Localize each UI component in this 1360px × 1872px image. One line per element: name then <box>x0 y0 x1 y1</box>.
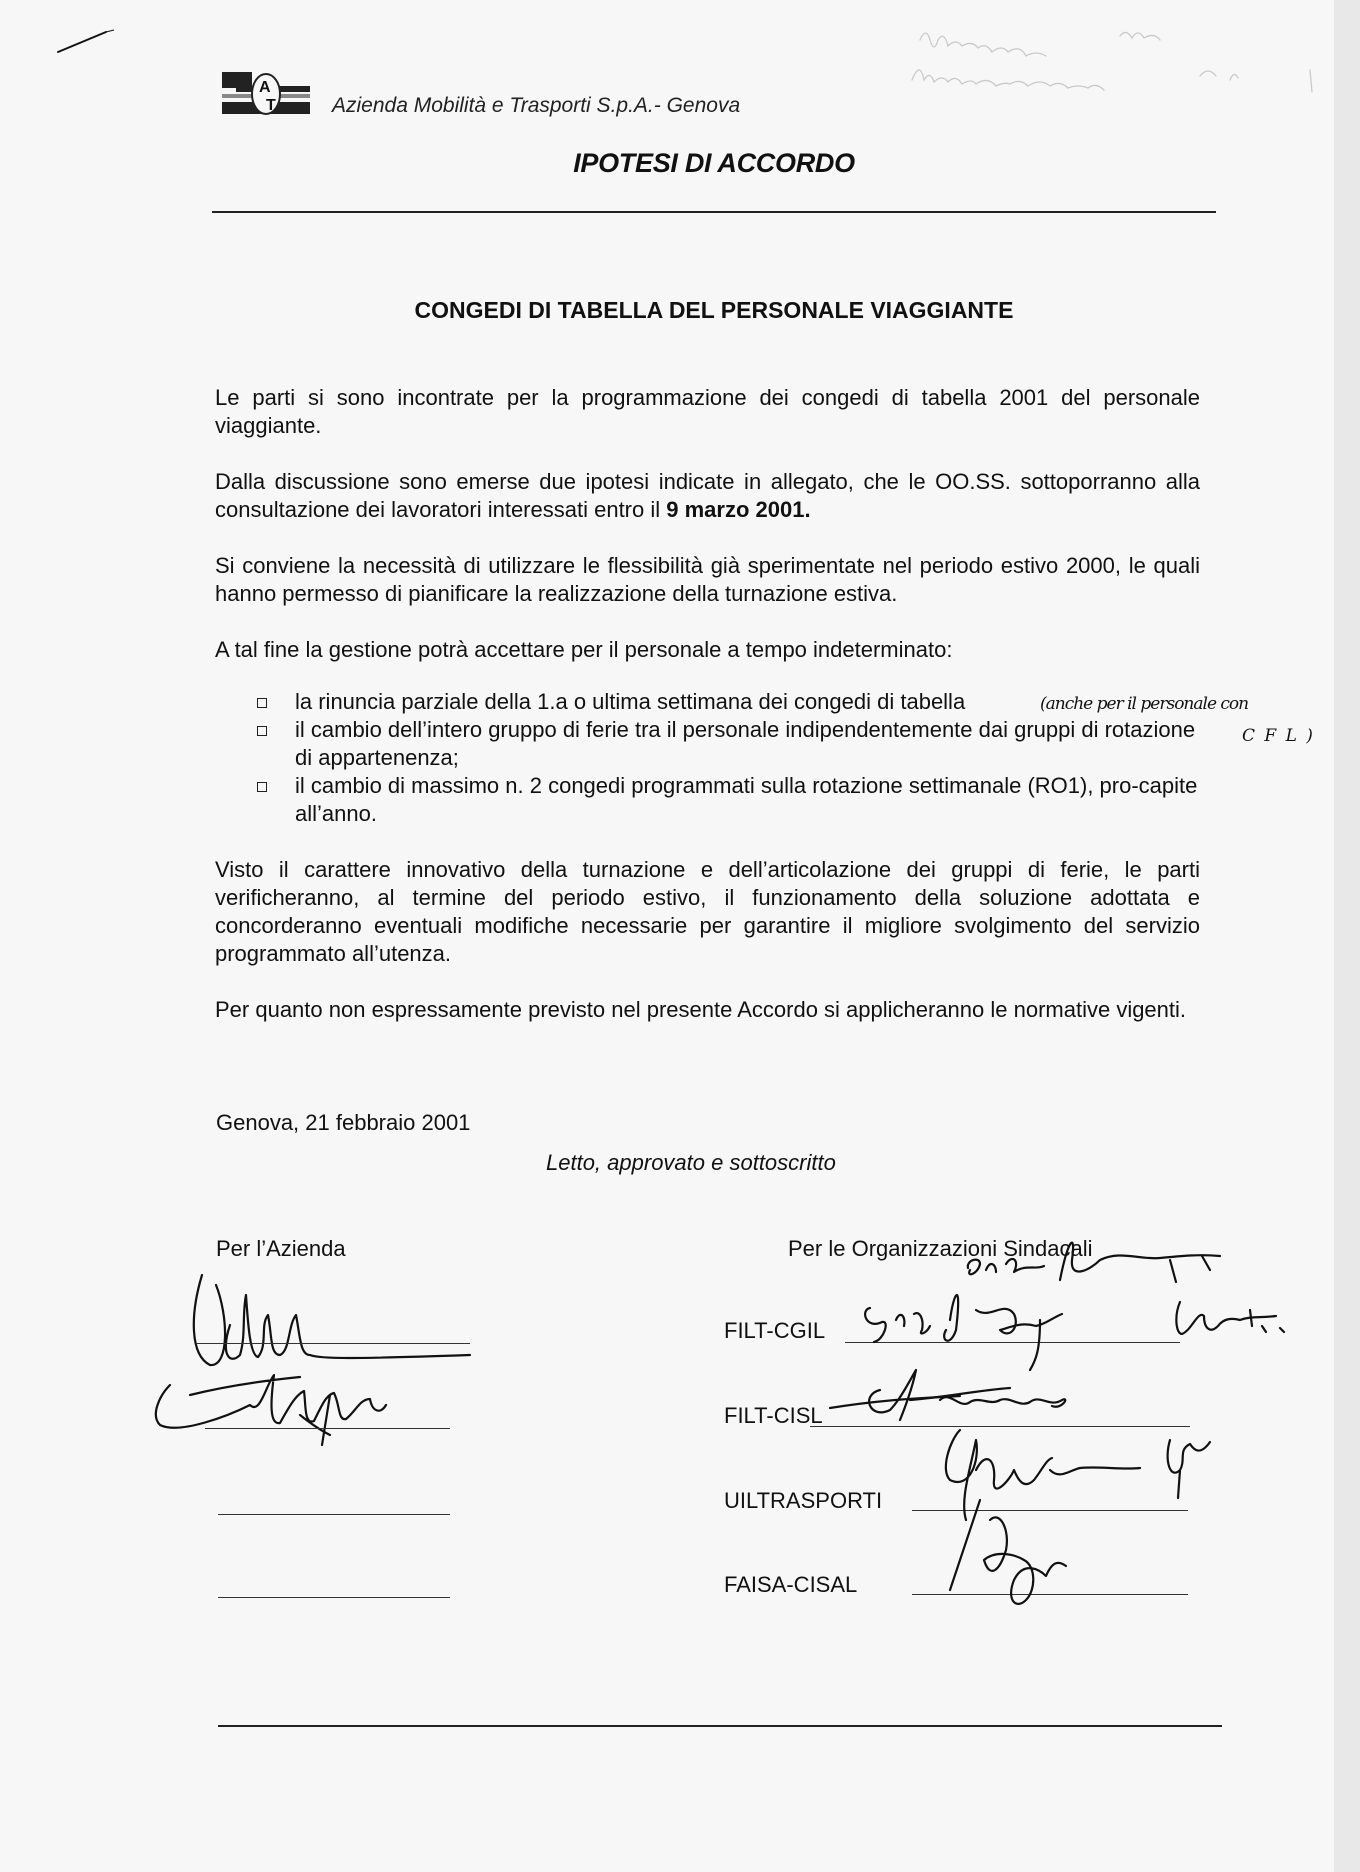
company-signatures <box>150 1255 480 1455</box>
union-label-faisa-cisal: FAISA-CISAL <box>724 1572 858 1597</box>
place-and-date: Genova, 21 febbraio 2001 <box>216 1110 471 1135</box>
approval-formula: Letto, approvato e sottoscritto <box>546 1150 836 1175</box>
document-body <box>215 384 1200 1052</box>
paragraph-4: A tal fine la gestione potrà accettare per il personale a tempo indeterminato: <box>215 637 953 662</box>
paragraph-2 <box>215 468 1200 524</box>
company-logo <box>222 72 310 118</box>
svg-text:A: A <box>259 79 271 96</box>
document-subtitle: CONGEDI DI TABELLA DEL PERSONALE VIAGGIANTE <box>414 297 1014 323</box>
signature-line <box>218 1597 450 1598</box>
pencil-note <box>900 10 1320 110</box>
pen-mark <box>56 26 116 56</box>
checkbox-bullet-icon <box>257 698 267 708</box>
unions-signature-label: Per le Organizzazioni Sindacali <box>788 1236 1093 1261</box>
signature-line <box>196 1343 470 1344</box>
checkbox-bullet-icon <box>257 726 267 736</box>
signature-line <box>218 1514 450 1515</box>
svg-text:T: T <box>266 97 276 114</box>
paragraph-1: Le parti si sono incontrate per la programmazione dei congedi di tabella 2001 del personale viaggiante. <box>215 385 1200 438</box>
header-divider <box>212 211 1216 213</box>
paragraph-2-text: Dalla discussione sono emerse due ipotesi indicate in allegato, che le OO.SS. sottoporranno alla consultazione dei lavoratori interessati entro il <box>215 469 1200 522</box>
union-signatures <box>800 1230 1320 1630</box>
list-item: il cambio dell’intero gruppo di ferie tra il personale indipendentemente dai gruppi di rotazione di appartenenza; <box>295 716 1200 772</box>
paragraph-5: Visto il carattere innovativo della turnazione e dell’articolazione dei gruppi di ferie, le parti verificheranno, al termine del periodo estivo, il funzionamento della soluzione adottata e concorderanno eventuali modifiche necessarie per garantire il migliore svolgimento del servizio programmato all’utenza. <box>215 857 1200 966</box>
union-label-uiltrasporti: UILTRASPORTI <box>724 1488 883 1513</box>
document-title: IPOTESI DI ACCORDO <box>573 148 855 178</box>
checkbox-bullet-icon <box>257 782 267 792</box>
handwritten-note: C F L ) <box>1242 726 1315 746</box>
paragraph-3: Si conviene la necessità di utilizzare le flessibilità già sperimentate nel periodo estivo 2000, le quali hanno permesso di pianificare la realizzazione della turnazione estiva. <box>215 553 1200 606</box>
company-name: Azienda Mobilità e Trasporti S.p.A.- Genova <box>332 94 741 117</box>
paragraph-6: Per quanto non espressamente previsto nel presente Accordo si applicheranno le normative vigenti. <box>215 997 1187 1022</box>
union-label-filt-cisl: FILT-CISL <box>724 1403 823 1428</box>
company-signature-label: Per l’Azienda <box>216 1236 346 1261</box>
page-edge <box>1334 0 1360 1872</box>
list-item: la rinuncia parziale della 1.a o ultima settimana dei congedi di tabella <box>295 688 1200 716</box>
deadline-date: 9 marzo 2001. <box>666 497 811 522</box>
signature-line <box>205 1428 450 1429</box>
handwritten-note: (anche per il personale con <box>1040 694 1249 714</box>
list-item: il cambio di massimo n. 2 congedi programmati sulla rotazione settimanale (RO1), pro-capite all’anno. <box>295 772 1200 828</box>
footer-divider <box>218 1725 1222 1727</box>
union-label-filt-cgil: FILT-CGIL <box>724 1318 826 1343</box>
